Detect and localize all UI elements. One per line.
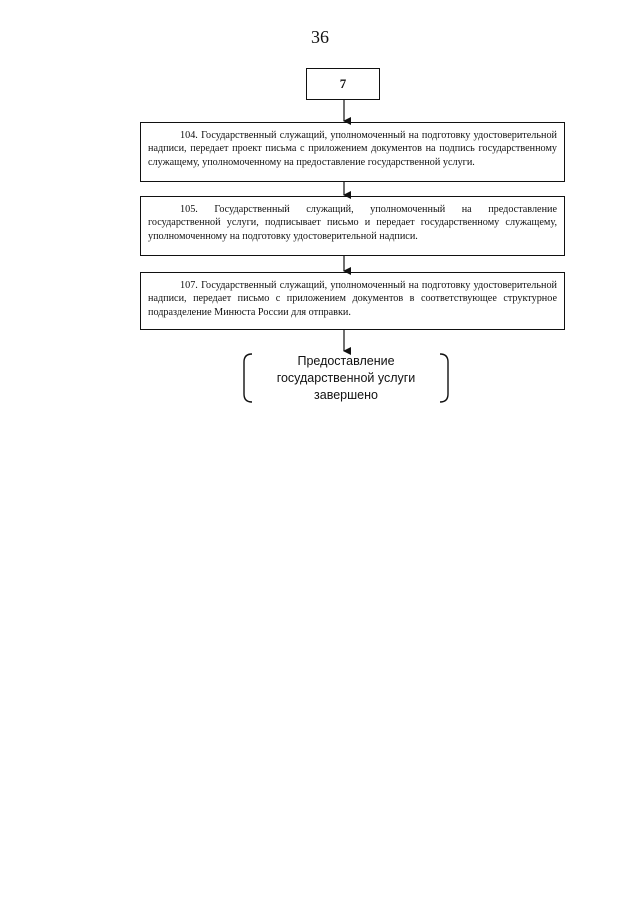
flowchart-terminal-end — [241, 352, 451, 404]
connector-label: 7 — [339, 76, 347, 91]
page-number: 36 — [311, 27, 329, 47]
step-text: 104. Государственный служащий, уполномоченный на подготовку удостоверительной надписи, передает проект письма с приложением документов на подпись государственному служащему, уполномоченному на предоставление государственной услуги. — [148, 130, 557, 168]
step-text: 107. Государственный служащий, уполномоченный на подготовку удостоверительной надписи, передает письмо с приложением документов в соответствующее структурное подразделение Минюста России для отправки. — [148, 280, 557, 318]
flowchart-step-107 — [140, 272, 565, 330]
flowchart-step-104 — [140, 122, 565, 182]
flowchart-step-105 — [140, 196, 565, 256]
step-text: 105. Государственный служащий, уполномоченный на предоставление государственной услуги, подписывает письмо и передает государственному служащему, уполномоченному на подготовку удостоверительной надписи. — [148, 204, 557, 242]
flowchart-connector-7 — [306, 68, 380, 100]
terminal-label: Предоставление государственной услуги завершено — [276, 353, 416, 402]
